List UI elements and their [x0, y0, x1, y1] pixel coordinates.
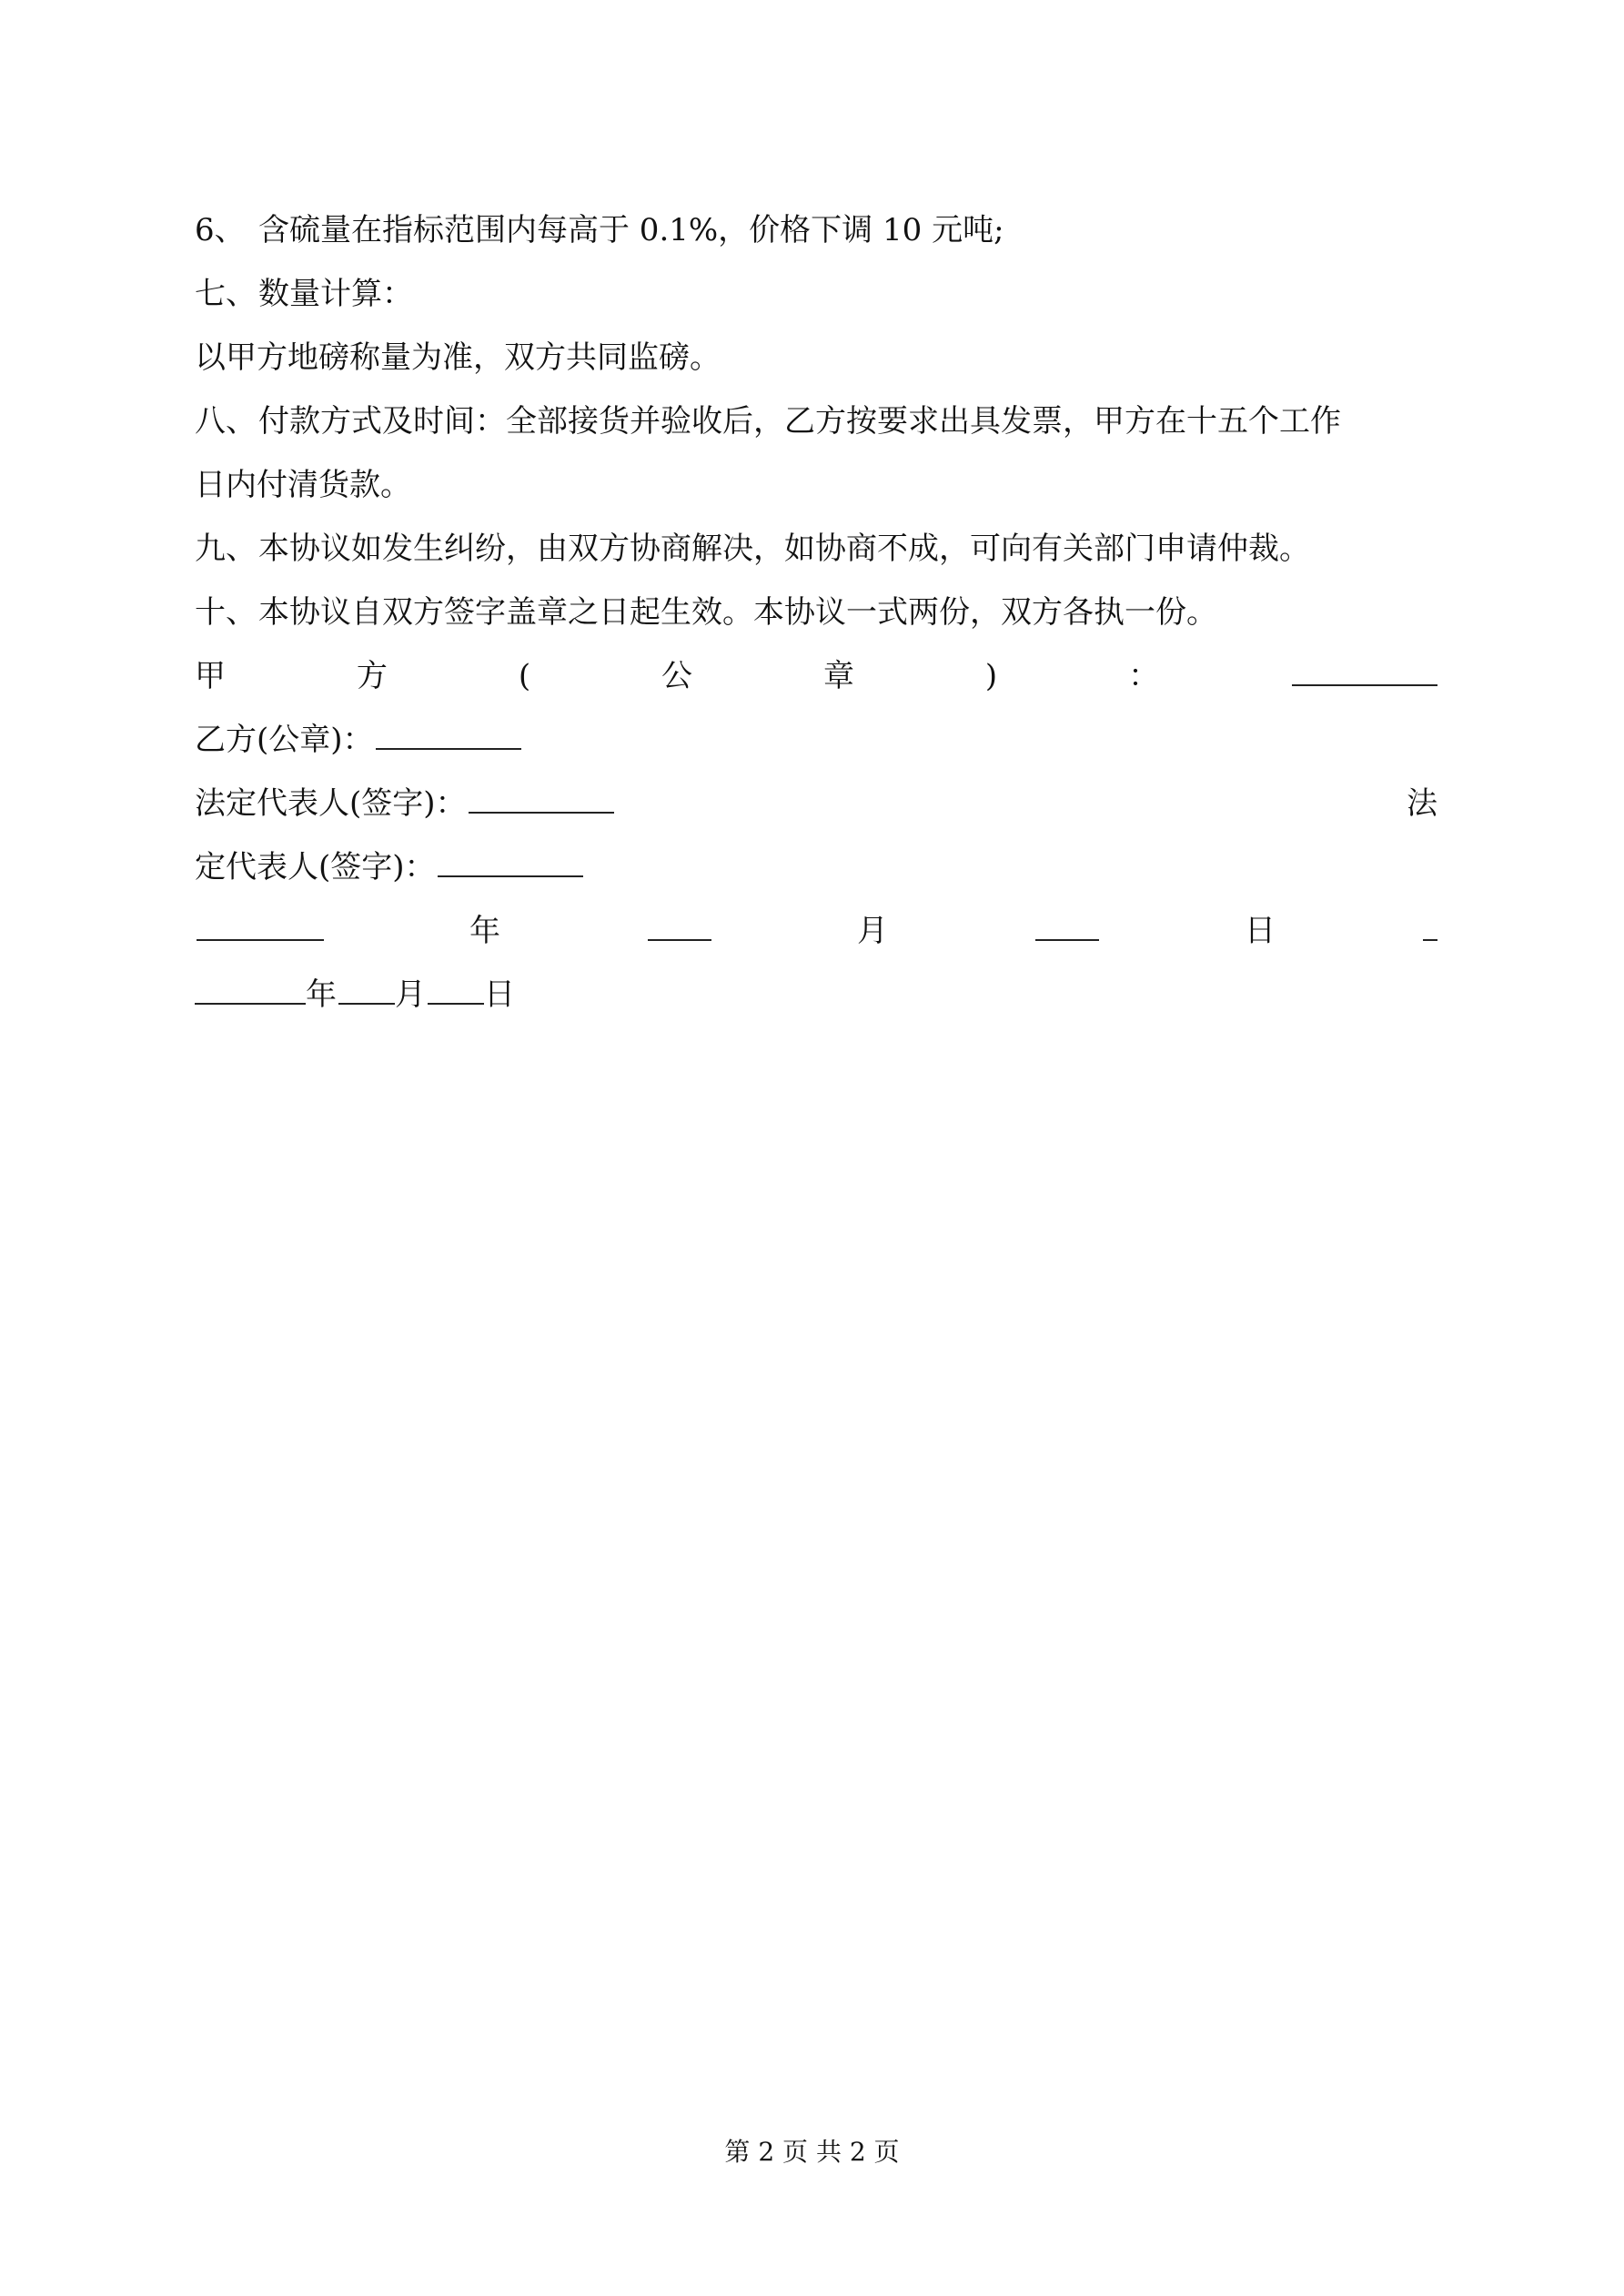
clause-6 [195, 198, 1437, 262]
party-b-seal-blank[interactable] [376, 715, 521, 750]
clause-number: 七、 [195, 276, 257, 312]
clause-number: 八、 [195, 403, 257, 440]
year-blank-b-start[interactable] [1423, 906, 1437, 941]
year-blank-b[interactable] [195, 970, 306, 1005]
clause-text: 日内付清货款。 [195, 467, 411, 503]
clause-text: 本协议自双方签字盖章之日起生效。本协议一式两份，双方各执一份。 [258, 594, 1217, 631]
party-a-char: 甲 [195, 658, 226, 694]
legal-rep-b-label: 定代表人(签字)： [195, 849, 436, 885]
month-label: 月 [857, 913, 888, 949]
clause-number: 九、 [195, 531, 257, 567]
month-blank-a[interactable] [648, 906, 711, 941]
party-a-char: 方 [356, 658, 388, 694]
day-blank-a[interactable] [1035, 906, 1099, 941]
year-blank-a[interactable] [197, 906, 324, 941]
legal-rep-a-group [195, 772, 614, 835]
clause-text: 本协议如发生纠纷，由双方协商解决，如协商不成，可向有关部门申请仲裁。 [258, 531, 1310, 567]
date-line-a [195, 899, 1437, 963]
clause-7-heading [195, 262, 1437, 326]
clause-number: 十、 [195, 594, 257, 631]
party-a-char: 章 [822, 658, 854, 694]
month-label: 月 [395, 976, 426, 1013]
party-a-char: ( [518, 658, 531, 694]
legal-rep-a-label: 法定代表人(签字)： [195, 785, 467, 822]
legal-rep-b-start: 法 [1407, 785, 1437, 822]
page-footer: 第 2 页 共 2 页 [724, 2137, 900, 2167]
clause-10 [195, 581, 1437, 644]
party-b-seal-line [195, 708, 1437, 772]
year-label: 年 [469, 913, 500, 949]
clause-text: 付款方式及时间：全部接货并验收后，乙方按要求出具发票，甲方在十五个工作 [258, 403, 1341, 440]
party-a-char: ) [984, 658, 998, 694]
party-b-label: 乙方(公章)： [195, 722, 374, 758]
clause-number: 6、 [195, 212, 246, 248]
legal-rep-b-line [195, 835, 1437, 899]
clause-text: 以甲方地磅称量为准，双方共同监磅。 [195, 339, 721, 376]
party-a-seal-line [195, 644, 1437, 708]
legal-rep-a-line [195, 772, 1437, 835]
clause-9 [195, 517, 1437, 581]
legal-rep-a-blank[interactable] [469, 779, 614, 814]
document-body [195, 198, 1437, 1027]
year-label: 年 [306, 976, 337, 1013]
party-a-char: ： [1128, 658, 1160, 694]
day-label: 日 [1245, 913, 1276, 949]
legal-rep-b-blank[interactable] [438, 843, 583, 877]
clause-text: 含硫量在指标范围内每高于 0.1%，价格下调 10 元吨; [258, 212, 1004, 248]
date-line-b [195, 963, 1437, 1027]
party-a-seal-blank[interactable] [1292, 652, 1437, 686]
day-label: 日 [484, 976, 515, 1013]
clause-8 [195, 389, 1437, 453]
month-blank-b[interactable] [338, 970, 395, 1005]
party-a-char: 公 [661, 658, 693, 694]
clause-text: 数量计算： [258, 276, 413, 312]
clause-7-body [195, 326, 1437, 389]
day-blank-b[interactable] [428, 970, 484, 1005]
clause-8-continued [195, 453, 1437, 517]
